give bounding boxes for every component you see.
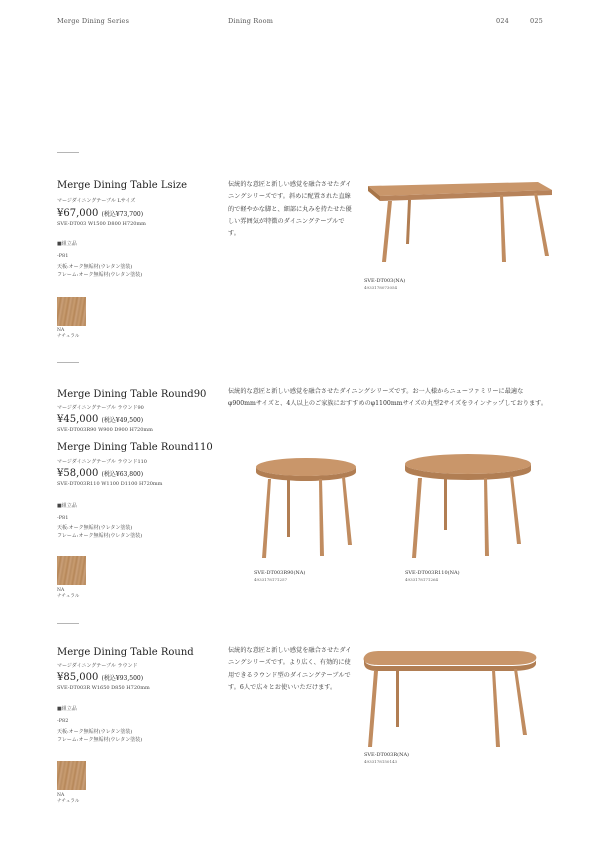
- page-number-left: 024: [496, 17, 510, 25]
- image-caption: SVE-DT003R90(NA): [254, 570, 306, 576]
- section-title: Dining Room: [228, 17, 274, 25]
- wood-swatch: [57, 556, 86, 585]
- part-code: -P82: [57, 718, 69, 724]
- swatch-code: NA: [57, 588, 65, 593]
- product-spec: SVE-DT003R90 W900 D900 H720mm: [57, 427, 153, 433]
- product-spec-2: SVE-DT003R110 W1100 D1100 H720mm: [57, 481, 163, 487]
- top-material: 天板:オーク無垢材(ウレタン塗装): [57, 525, 133, 531]
- product-description: 伝統的な意匠と新しい感覚を融合させたダイニングシリーズです。お一人様からニューファミリーに最適な φ900mmサイズと、4人以上のご家族におすすめのφ1100mmサイズの丸型2サイズをラインナップしております。: [228, 388, 548, 408]
- price-tax: (税込¥63,800): [101, 471, 144, 478]
- dining-table-image: [360, 180, 560, 280]
- price-value: ¥58,000: [57, 468, 99, 479]
- section-divider: [57, 152, 79, 153]
- frame-material: フレーム:オーク無垢材(ウレタン塗装): [57, 533, 143, 539]
- swatch-name: ナチュラル: [57, 799, 80, 804]
- price-tax: (税込¥93,500): [101, 675, 144, 682]
- assembly-note: ■組立品: [57, 503, 77, 509]
- price-value: ¥67,000: [57, 208, 99, 219]
- swatch-code: NA: [57, 793, 65, 798]
- product-price: [57, 208, 143, 219]
- assembly-note: ■組立品: [57, 241, 77, 247]
- product-jp-name: マージダイニングテーブル ラウンド90: [57, 405, 144, 411]
- product-spec: SVE-DT003 W1500 D800 H720mm: [57, 221, 146, 227]
- product-price: [57, 672, 143, 683]
- product-title: Merge Dining Table Round90: [57, 389, 207, 400]
- price-tax: (税込¥49,500): [101, 417, 144, 424]
- frame-material: フレーム:オーク無垢材(ウレタン塗装): [57, 272, 143, 278]
- series-title: Merge Dining Series: [57, 17, 130, 25]
- product-description: 伝統的な意匠と新しい感覚を融合させたダイニングシリーズです。斜めに配置された直線的で軽やかな脚と、細部に丸みを持たせた優しい雰囲気が特徴のダイニングテーブルです。: [228, 181, 352, 238]
- product-description: 伝統的な意匠と新しい感覚を融合させたダイニングシリーズです。より広く、有効的に使用できるラウンド型のダイニングテーブルです。6人で広々とお使いいただけます。: [228, 647, 352, 691]
- image-caption: SVE-DT003R(NA): [364, 752, 410, 758]
- top-material: 天板:オーク無垢材(ウレタン塗装): [57, 264, 133, 270]
- assembly-note: ■組立品: [57, 706, 77, 712]
- product-jp-name-2: マージダイニングテーブル ラウンド110: [57, 459, 147, 465]
- part-code: -P81: [57, 253, 69, 259]
- top-material: 天板:オーク無垢材(ウレタン塗装): [57, 729, 133, 735]
- price-value: ¥85,000: [57, 672, 99, 683]
- product-price: [57, 414, 143, 425]
- product-title: Merge Dining Table Round: [57, 647, 194, 658]
- jan-code: 4933178150143: [364, 759, 398, 764]
- swatch-code: NA: [57, 328, 65, 333]
- jan-code: 4933178171264: [405, 577, 439, 582]
- section-divider: [57, 362, 79, 363]
- round-table-90-image: [252, 455, 362, 565]
- product-price-2: [57, 468, 143, 479]
- jan-code: 4933178171257: [254, 577, 288, 582]
- image-caption: SVE-DT003(NA): [364, 278, 406, 284]
- oval-table-image: [360, 645, 540, 750]
- price-tax: (税込¥73,700): [101, 211, 144, 218]
- image-caption: SVE-DT003R110(NA): [405, 570, 460, 576]
- frame-material: フレーム:オーク無垢材(ウレタン塗装): [57, 737, 143, 743]
- page-number-right: 025: [530, 17, 544, 25]
- swatch-name: ナチュラル: [57, 334, 80, 339]
- part-code: -P81: [57, 515, 69, 521]
- jan-code: 4933178073054: [364, 285, 398, 290]
- wood-swatch: [57, 761, 86, 790]
- wood-swatch: [57, 297, 86, 326]
- round-table-110-image: [402, 452, 537, 562]
- price-value: ¥45,000: [57, 414, 99, 425]
- section-divider: [57, 623, 79, 624]
- product-title-2: Merge Dining Table Round110: [57, 442, 213, 453]
- product-title: Merge Dining Table Lsize: [57, 180, 188, 191]
- product-spec: SVE-DT003R W1650 D850 H720mm: [57, 685, 150, 691]
- product-jp-name: マージダイニングテーブル ラウンド: [57, 663, 138, 669]
- product-jp-name: マージダイニングテーブル Lサイズ: [57, 198, 136, 204]
- swatch-name: ナチュラル: [57, 594, 80, 599]
